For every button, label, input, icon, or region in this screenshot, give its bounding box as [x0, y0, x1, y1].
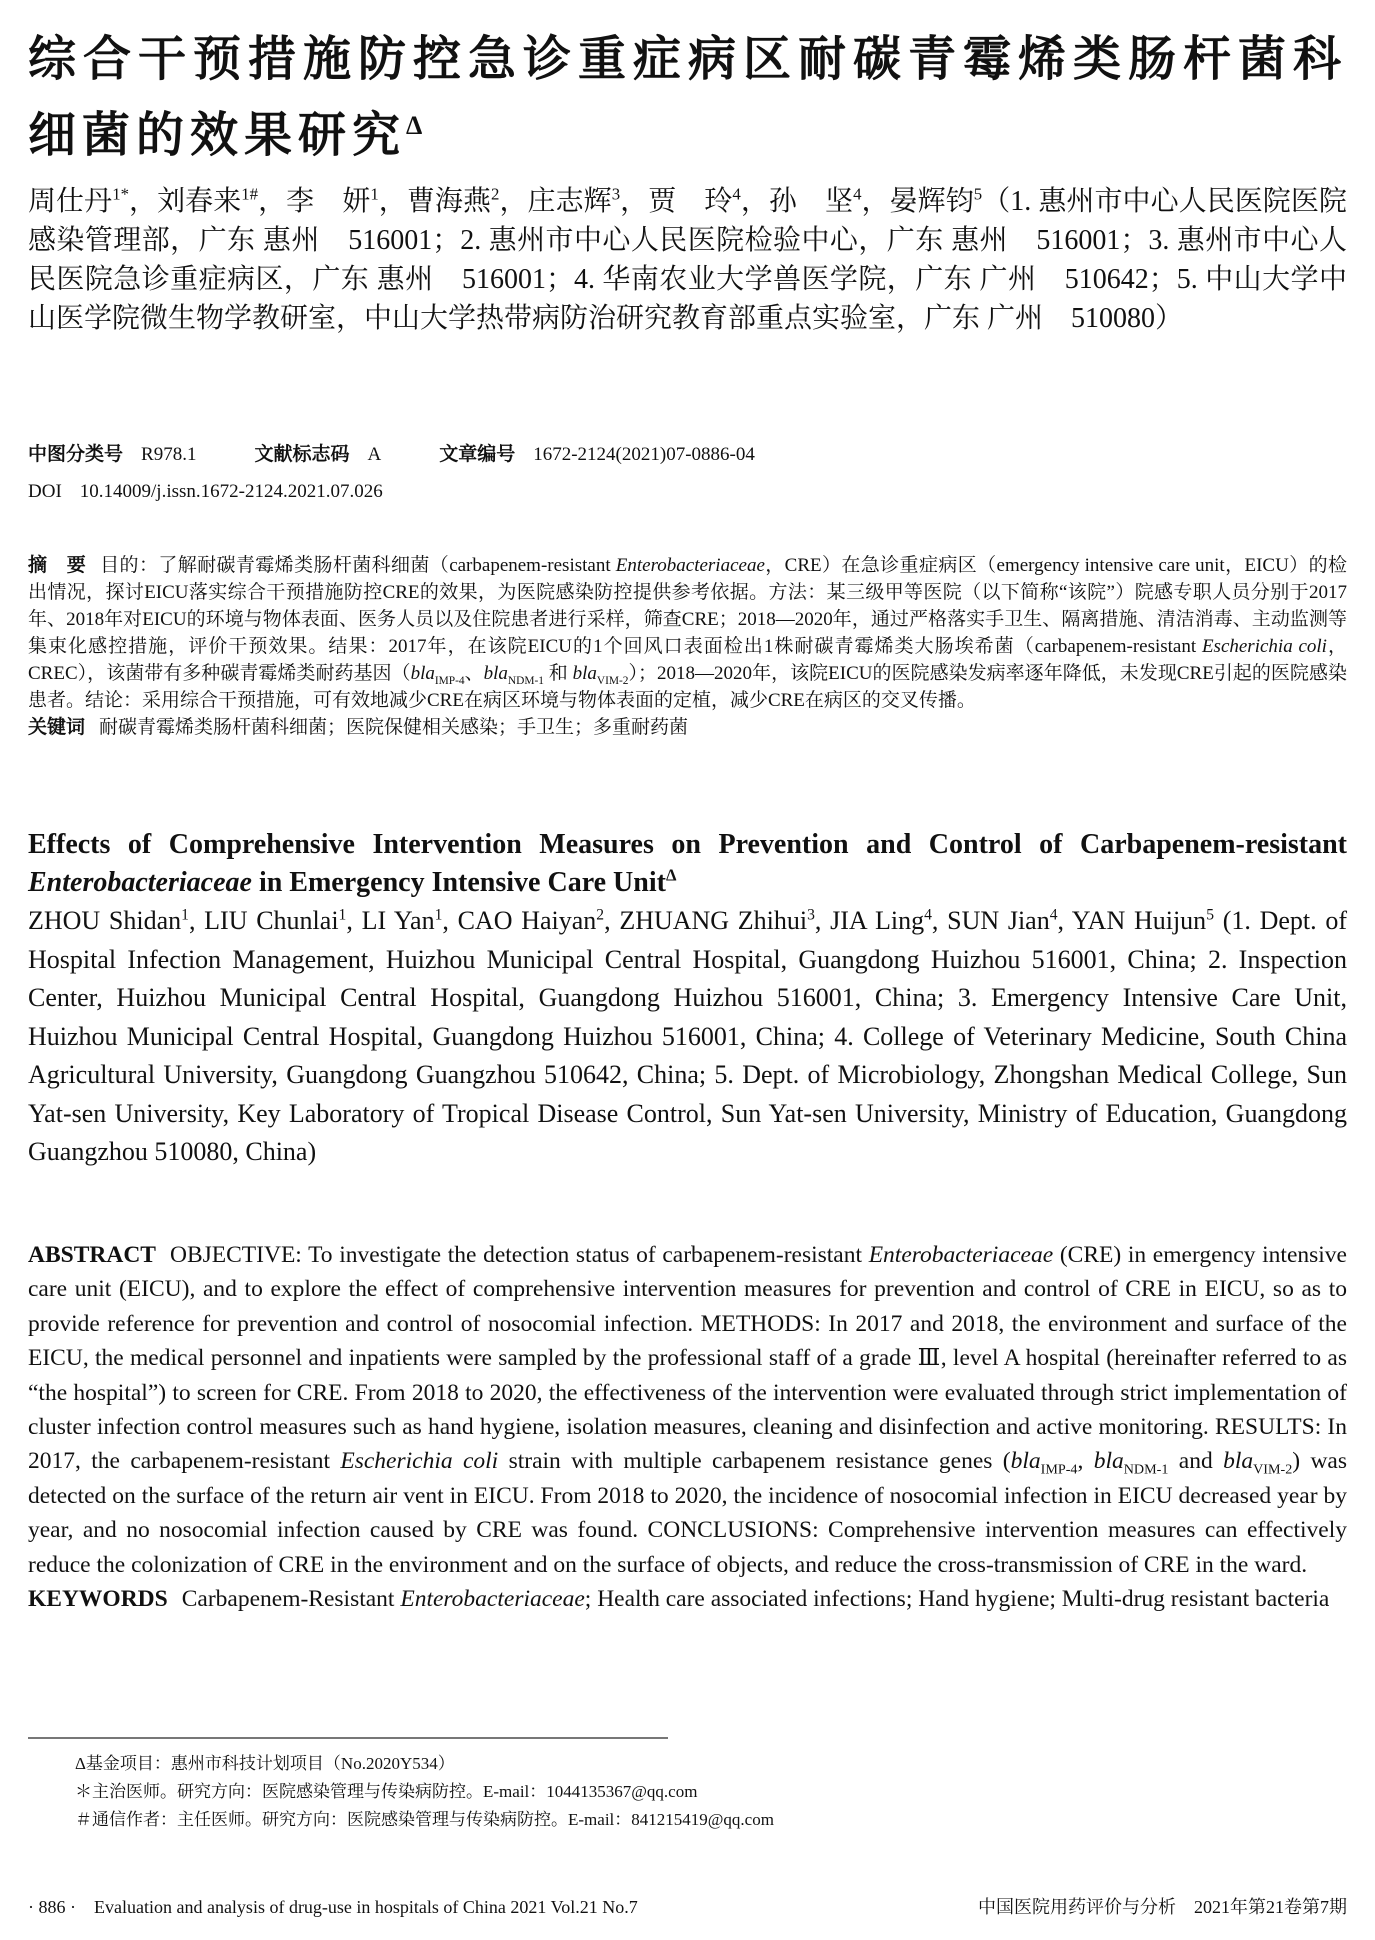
text-segment: (CRE) in emergency intensive care unit (EICU), and to explore the effect of comprehensive intervention measures for prevention and control of CRE in EICU, so as to provide reference for prevention and control of nosocomial infection. METHODS: In 2017 and 2018, the environment and surface of the EICU, the medical personnel and inpatients were sampled by the professional staff of a grade Ⅲ, level A hospital (hereinafter referred to as “the hospital”) to screen for CRE. From 2018 to 2020, the effectiveness of the intervention were evaluated through strict implementation of cluster infection control measures such as hand hygiene, isolation measures, cleaning and disinfection and active monitoring. RESULTS: In 2017, the carbapenem-resistant [28, 1242, 1347, 1475]
text-segment: NDM-1 [507, 674, 544, 687]
text-segment: bla [1010, 1448, 1041, 1475]
text-segment: KEYWORDS [28, 1586, 168, 1613]
text-segment: , LIU Chunlai [188, 906, 339, 935]
text-segment: bla [483, 663, 508, 684]
keywords-en [28, 1582, 1347, 1616]
text-segment: , [1077, 1448, 1094, 1475]
keywords-cn [28, 714, 1347, 741]
text-segment: 10.14009/j.issn.1672-2124.2021.07.026 [79, 481, 383, 502]
authors-affiliations-en [28, 902, 1347, 1172]
text-segment: 3 [611, 184, 621, 204]
text-segment: ）；2018—2020年，该院EICU的医院感染发病率逐年降低，未发现CRE引起的医院感染患者。结论：采用综合干预措施，可有效地减少CRE在病区环境与物体表面的定植，减少CRE在病区的交叉传播。 [28, 663, 1347, 711]
footnote-funding: Δ基金项目：惠州市科技计划项目（No.2020Y534） [75, 1754, 455, 1773]
text-segment: 4 [853, 184, 862, 204]
text-segment: Effects of Comprehensive Intervention Measures on Prevention and Control of Carbapenem-resistant [28, 829, 1347, 860]
text-segment: ，CRE）在急诊重症病区（emergency intensive care unit，EICU）的检出情况，探讨EICU落实综合干预措施防控CRE的效果，为医院感染防控提供参考依据。方法：某三级甲等医院（以下简称“该院”）院感专职人员分别于2017年、2018年对EICU的环境与物体表面、医务人员以及住院患者进行采样，筛查CRE；2018—2020年，通过严格落实手卫生、隔离措施、清洁消毒、主动监测等集束化感控措施，评价干预效果。结果：2017年，在该院EICU的1个回风口表面检出1株耐碳青霉烯类大肠埃希菌（carbapenem-resistant [28, 555, 1347, 657]
text-segment: NDM-1 [1123, 1462, 1169, 1479]
text-segment: bla [1223, 1448, 1254, 1475]
text-segment: 中图分类号 [28, 444, 124, 465]
text-segment: 1# [241, 184, 259, 204]
text-segment: 、 [464, 663, 484, 684]
text-segment: 关键词 [28, 717, 86, 738]
text-segment: 3 [807, 906, 815, 924]
text-segment: 5 [973, 184, 983, 204]
text-segment: ，CREC），该菌带有多种碳青霉烯类耐药基因（ [28, 636, 1347, 684]
text-segment: DOI [28, 481, 62, 502]
text-segment: Escherichia coli [1201, 636, 1327, 657]
text-segment: , JIA Ling [814, 906, 925, 935]
text-segment: bla [572, 663, 597, 684]
text-segment: strain with multiple carbapenem resistance genes ( [498, 1448, 1011, 1475]
text-segment: （1. 惠州市中心人民医院医院感染管理部，广东 惠州 516001；2. 惠州市中心人民医院检验中心，广东 惠州 516001；3. 惠州市中心人民医院急诊重症病区，广东 惠州 516001；4. 华南农业大学兽医学院，广东 广州 510642；5. 中山大学中山医学院微生物学教研室，中山大学热带病防治研究教育部重点实验室，广东 广州 510080） [28, 186, 1347, 334]
text-segment: 周仕丹 [28, 186, 113, 217]
footnote-first-author: ＊主治医师。研究方向：医院感染管理与传染病防控。E-mail：1044135367@qq.com [75, 1782, 698, 1801]
authors-affiliations-cn [28, 182, 1347, 338]
text-segment: , ZHUANG Zhihui [604, 906, 808, 935]
text-segment: Escherichia coli [340, 1448, 499, 1475]
text-segment: 摘 要 [28, 555, 87, 576]
footer-journal-en: · 886 · Evaluation and analysis of drug-use in hospitals of China 2021 Vol.21 No.7 [28, 1897, 638, 1917]
page-footer [28, 1893, 1347, 1919]
text-segment: ，孙 坚 [740, 186, 854, 217]
text-segment: Enterobacteriaceae [615, 555, 765, 576]
footnotes [75, 1750, 774, 1834]
text-segment: 5 [1206, 906, 1214, 924]
text-segment: ，庄志辉 [499, 186, 612, 217]
text-segment: IMP-4 [434, 674, 465, 687]
text-segment: A [367, 444, 382, 465]
article-title-cn [28, 22, 1347, 174]
text-segment: ，刘春来 [128, 186, 242, 217]
text-segment: ，李 妍 [258, 186, 371, 217]
text-segment: and [1168, 1448, 1224, 1475]
text-segment: VIM-2 [1253, 1462, 1293, 1479]
text-segment: 和 [544, 663, 573, 684]
text-segment: VIM-2 [596, 674, 629, 687]
text-segment: bla [1093, 1448, 1124, 1475]
text-segment: , LI Yan [346, 906, 435, 935]
footnote-corresponding-author: ＃通信作者：主任医师。研究方向：医院感染管理与传染病防控。E-mail：841215419@qq.com [75, 1810, 774, 1829]
doi [28, 473, 1347, 510]
text-segment: ，贾 玲 [620, 186, 733, 217]
text-segment: Enterobacteriaceae [28, 867, 252, 898]
text-segment: 4 [732, 184, 741, 204]
text-segment: ，晏辉钧 [861, 186, 974, 217]
text-segment: , YAN Huijun [1057, 906, 1207, 935]
article-metadata [28, 436, 1347, 510]
text-segment: 1 [181, 906, 189, 924]
text-segment: IMP-4 [1040, 1462, 1078, 1479]
abstract-en [28, 1238, 1347, 1616]
text-segment: OBJECTIVE: To investigate the detection status of carbapenem-resistant [169, 1242, 869, 1268]
text-segment: ZHOU Shidan [28, 906, 182, 935]
footnote-divider [28, 1737, 668, 1739]
text-segment: , CAO Haiyan [442, 906, 597, 935]
text-segment: , SUN Jian [931, 906, 1050, 935]
text-segment: 1 [434, 906, 443, 924]
text-segment: 目的：了解耐碳青霉烯类肠杆菌科细菌（carbapenem-resistant [100, 555, 616, 576]
text-segment: 文献标志码 [254, 444, 350, 465]
text-segment: 1* [112, 184, 129, 204]
text-segment: Enterobacteriaceae [400, 1586, 585, 1613]
text-segment: 文章编号 [439, 444, 516, 465]
text-segment: (1. Dept. of Hospital Infection Management, Huizhou Municipal Central Hospital, Guangdong Huizhou 516001, China; 2. Inspection Center, Huizhou Municipal Central Hospital, Guangdong Huizhou 516001, China; 3. Emergency Intensive Care Unit, Huizhou Municipal Central Hospital, Guangdong Huizhou 516001, China; 4. College of Veterinary Medicine, South China Agricultural University, Guangdong Guangzhou 510642, China; 5. Dept. of Microbiology, Zhongshan Medical College, Sun Yat-sen University, Key Laboratory of Tropical Disease Control, Sun Yat-sen University, Ministry of Education, Guangdong Guangzhou 510080, China) [28, 906, 1347, 1166]
text-segment: ; Health care associated infections; Hand hygiene; Multi-drug resistant bacteria [584, 1586, 1330, 1613]
text-segment: 1 [370, 184, 379, 204]
text-segment: 耐碳青霉烯类肠杆菌科细菌；医院保健相关感染；手卫生；多重耐药菌 [99, 717, 689, 738]
text-segment: R978.1 [141, 444, 197, 465]
text-segment: 综合干预措施防控急诊重症病区耐碳青霉烯类肠杆菌科细菌的效果研究 [28, 33, 1347, 162]
text-segment: 4 [1049, 906, 1058, 924]
text-segment: 1 [338, 906, 347, 924]
text-segment: bla [410, 663, 435, 684]
text-segment: 2 [596, 906, 605, 924]
text-segment: Enterobacteriaceae [868, 1242, 1054, 1268]
text-segment: ，曹海燕 [378, 186, 492, 217]
text-segment: ABSTRACT [28, 1242, 156, 1268]
footer-journal-cn: 中国医院用药评价与分析 2021年第21卷第7期 [978, 1897, 1347, 1917]
text-segment: Carbapenem-Resistant [181, 1586, 401, 1613]
text-segment: 1672-2124(2021)07-0886-04 [533, 444, 755, 465]
text-segment: Δ [665, 865, 677, 885]
text-segment: 2 [491, 184, 500, 204]
abstract-cn [28, 552, 1347, 741]
text-segment: 4 [924, 906, 932, 924]
article-title-en [28, 826, 1347, 902]
text-segment: in Emergency Intensive Care Unit [251, 867, 666, 898]
text-segment: ) was detected on the surface of the return air vent in EICU. From 2018 to 2020, the incidence of nosocomial infection in EICU decreased year by year, and no nosocomial infection caused by CRE was found. CONCLUSIONS: Comprehensive intervention measures can effectively reduce the colonization of CRE in the environment and on the surface of objects, and reduce the cross-transmission of CRE in the ward. [28, 1448, 1348, 1578]
text-segment: Δ [406, 111, 423, 140]
